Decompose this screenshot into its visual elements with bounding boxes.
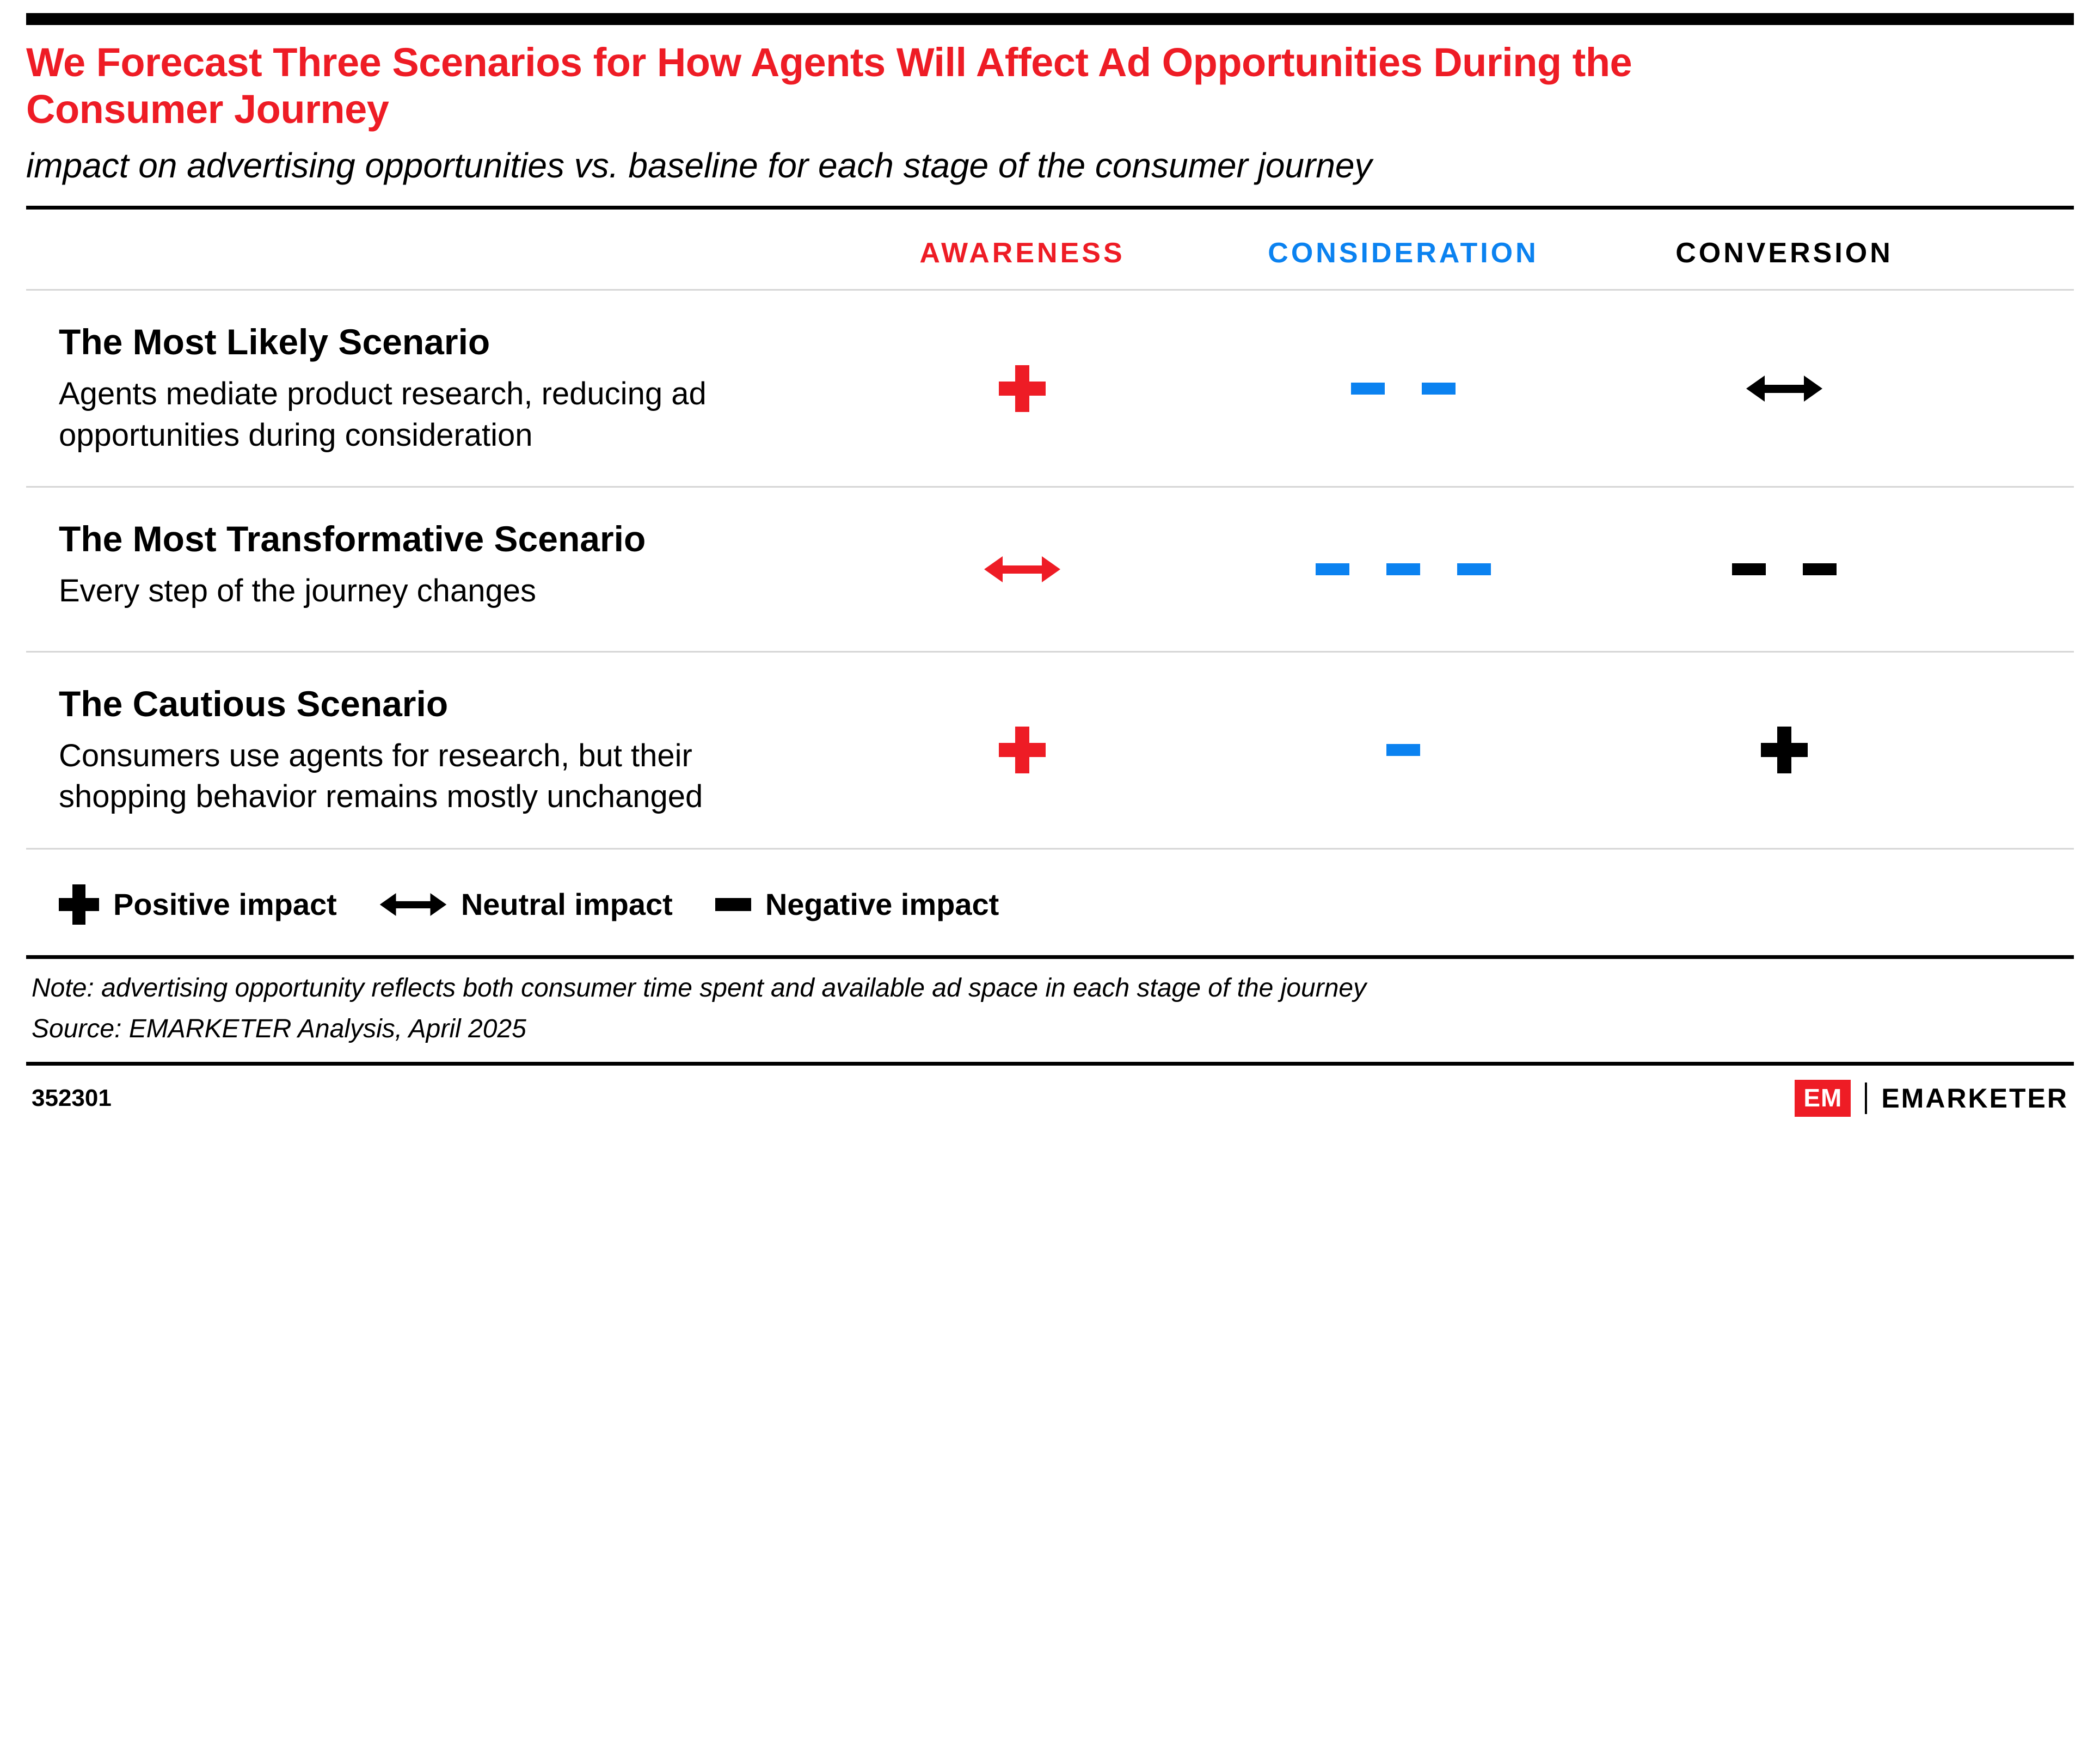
neutral-impact-icon bbox=[379, 885, 447, 924]
row-cells bbox=[832, 291, 2074, 486]
row-label bbox=[26, 291, 832, 486]
legend-label: Neutral impact bbox=[460, 887, 673, 922]
legend-label: Negative impact bbox=[765, 887, 999, 922]
negative-impact-icon bbox=[1386, 744, 1420, 756]
footer bbox=[26, 1066, 2074, 1117]
cell-awareness bbox=[832, 653, 1213, 848]
positive-impact-icon bbox=[999, 727, 1046, 773]
cell-conversion bbox=[1594, 653, 1975, 848]
row-label bbox=[26, 488, 832, 651]
row-label bbox=[26, 653, 832, 848]
table-row bbox=[26, 291, 2074, 486]
column-headers bbox=[26, 210, 2074, 289]
negative-impact-icon bbox=[715, 898, 751, 911]
negative-impact-icon bbox=[1316, 563, 1349, 575]
negative-impact-icon bbox=[1457, 563, 1491, 575]
legend-item-positive bbox=[59, 884, 337, 925]
column-header-consideration: CONSIDERATION bbox=[1268, 237, 1539, 269]
page-title: We Forecast Three Scenarios for How Agents Will Affect Ad Opportunities During the Consumer Journey bbox=[26, 40, 1632, 132]
chart-note: Note: advertising opportunity reflects both consumer time spent and available ad space in each stage of the journey bbox=[32, 973, 1367, 1002]
table-row bbox=[26, 653, 2074, 848]
positive-impact-icon bbox=[999, 365, 1046, 412]
brand-logo bbox=[1795, 1080, 2068, 1117]
row-description: Every step of the journey changes bbox=[59, 573, 536, 608]
footer-divider bbox=[26, 955, 2074, 959]
legend-label: Positive impact bbox=[113, 887, 337, 922]
top-divider bbox=[26, 13, 2074, 25]
brand-mark-icon: EM bbox=[1795, 1080, 1851, 1117]
cell-consideration bbox=[1213, 653, 1594, 848]
row-description: Agents mediate product research, reducing ad opportunities during consideration bbox=[59, 376, 707, 453]
negative-impact-icon bbox=[1422, 383, 1456, 395]
cell-awareness bbox=[832, 488, 1213, 651]
cell-conversion bbox=[1594, 488, 1975, 651]
header-divider bbox=[26, 206, 2074, 210]
chart-page bbox=[0, 13, 2100, 1759]
row-title: The Cautious Scenario bbox=[59, 684, 449, 724]
negative-impact-icon bbox=[1351, 383, 1385, 395]
legend-item-neutral bbox=[379, 885, 673, 924]
row-cells bbox=[832, 488, 2074, 651]
column-header-conversion: CONVERSION bbox=[1675, 237, 1893, 269]
figure-id: 352301 bbox=[32, 1085, 112, 1112]
legend bbox=[26, 850, 2074, 955]
neutral-impact-icon bbox=[1746, 367, 1822, 410]
brand-name: EMARKETER bbox=[1881, 1083, 2068, 1114]
row-cells bbox=[832, 653, 2074, 848]
chart-source: Source: EMARKETER Analysis, April 2025 bbox=[32, 1014, 526, 1043]
table-row bbox=[26, 488, 2074, 651]
negative-impact-icon bbox=[1803, 563, 1837, 575]
negative-impact-icon bbox=[1386, 563, 1420, 575]
column-header-awareness: AWARENESS bbox=[919, 237, 1125, 269]
cell-consideration bbox=[1213, 291, 1594, 486]
brand-divider bbox=[1865, 1083, 1867, 1114]
positive-impact-icon bbox=[59, 884, 99, 925]
row-description: Consumers use agents for research, but their shopping behavior remains mostly unchanged bbox=[59, 737, 703, 815]
legend-item-negative bbox=[715, 887, 999, 922]
row-title: The Most Transformative Scenario bbox=[59, 519, 646, 559]
row-title: The Most Likely Scenario bbox=[59, 322, 490, 362]
neutral-impact-icon bbox=[984, 548, 1060, 591]
cell-conversion bbox=[1594, 291, 1975, 486]
page-subtitle: impact on advertising opportunities vs. baseline for each stage of the consumer journey bbox=[26, 145, 1372, 185]
cell-consideration bbox=[1213, 488, 1594, 651]
positive-impact-icon bbox=[1761, 727, 1808, 773]
negative-impact-icon bbox=[1732, 563, 1766, 575]
cell-awareness bbox=[832, 291, 1213, 486]
bottom-divider bbox=[26, 1062, 2074, 1066]
